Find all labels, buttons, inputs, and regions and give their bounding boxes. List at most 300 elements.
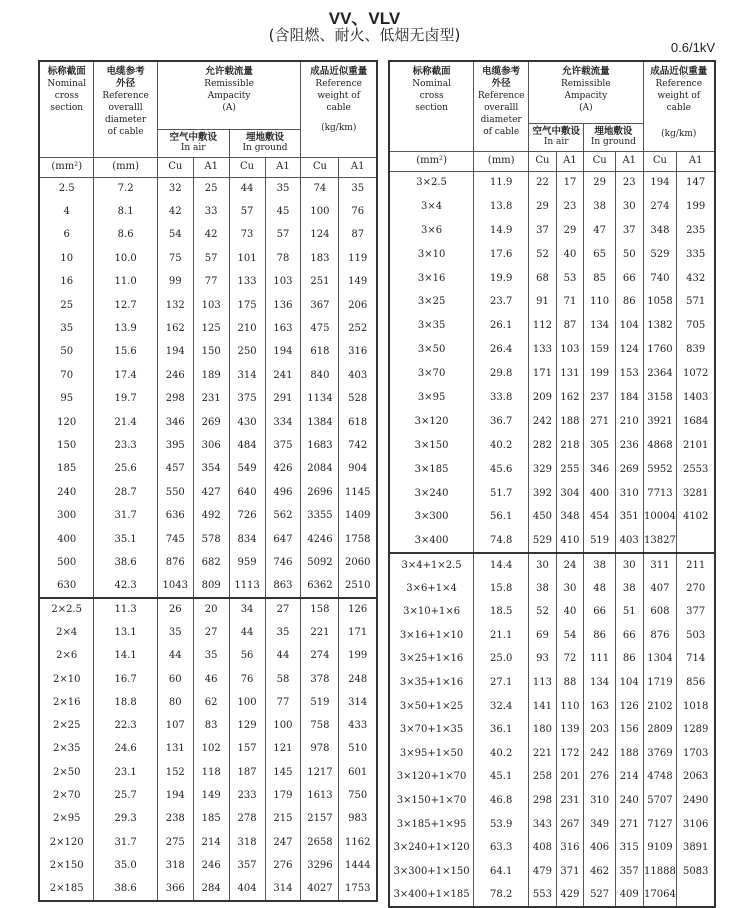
table-cell: 36.1 <box>474 718 529 742</box>
table-cell: 66 <box>584 600 616 624</box>
table-cell: 329 <box>529 458 557 482</box>
table-cell: 4748 <box>643 766 677 790</box>
diameter-header-right: 电缆参考 外径 Reference overalll diameter of cable <box>474 61 529 151</box>
table-cell: 258 <box>529 766 557 790</box>
table-cell: 510 <box>339 738 377 761</box>
table-cell: 3×70 <box>389 362 474 386</box>
table-cell: 71 <box>556 290 584 314</box>
table-cell: 3891 <box>677 836 715 860</box>
table-cell: 162 <box>157 317 193 340</box>
table-cell: 10 <box>39 247 94 270</box>
table-cell: 24 <box>556 553 584 577</box>
table-cell: 3×10+1×6 <box>389 600 474 624</box>
table-cell: 403 <box>615 529 643 553</box>
table-cell: 750 <box>339 784 377 807</box>
table-cell: 104 <box>615 314 643 338</box>
table-cell: 1072 <box>677 362 715 386</box>
table-cell: 44 <box>157 645 193 668</box>
table-cell: 30 <box>529 553 557 577</box>
table-cell: 306 <box>193 434 229 457</box>
table-cell: 311 <box>643 553 677 577</box>
table-cell: 4868 <box>643 434 677 458</box>
table-cell: 47 <box>584 219 616 243</box>
table-cell: 346 <box>584 458 616 482</box>
table-cell: 88 <box>556 671 584 695</box>
table-cell: 50 <box>39 341 94 364</box>
table-cell: 54 <box>157 224 193 247</box>
table-cell: 214 <box>193 831 229 854</box>
table-cell: 316 <box>339 341 377 364</box>
table-cell: 214 <box>615 766 643 790</box>
table-cell: 188 <box>556 410 584 434</box>
table-cell: 404 <box>229 878 265 901</box>
table-cell: 179 <box>265 784 301 807</box>
table-row <box>39 271 377 294</box>
table-cell: 2×16 <box>39 691 94 714</box>
table-cell: 3×70+1×35 <box>389 718 474 742</box>
table-cell: 959 <box>229 551 265 574</box>
table-cell: 740 <box>643 267 677 291</box>
table-cell: 23.3 <box>94 434 157 457</box>
table-cell: 110 <box>584 290 616 314</box>
table-row <box>389 884 715 908</box>
table-cell: 35 <box>265 177 301 200</box>
table-cell: 149 <box>339 271 377 294</box>
table-cell: 107 <box>157 715 193 738</box>
table-cell: 8.1 <box>94 200 157 223</box>
table-row <box>39 177 377 200</box>
table-cell: 145 <box>265 761 301 784</box>
table-cell: 34 <box>229 598 265 621</box>
table-row <box>39 831 377 854</box>
table-cell: 310 <box>615 482 643 506</box>
table-row <box>39 434 377 457</box>
table-cell: 3×16+1×10 <box>389 624 474 648</box>
table-cell: 86 <box>615 290 643 314</box>
table-cell: 343 <box>529 813 557 837</box>
table-cell: 74.8 <box>474 529 529 553</box>
ampacity-header-right: 允许载流量 Remissible Ampacity (A) <box>529 61 643 123</box>
table-cell: 314 <box>265 878 301 901</box>
table-cell: 210 <box>229 317 265 340</box>
table-cell: 3×150+1×70 <box>389 789 474 813</box>
table-cell: 529 <box>643 243 677 267</box>
cu-ground-label-right: Cu <box>584 151 616 171</box>
table-cell: 162 <box>556 386 584 410</box>
table-row <box>389 171 715 195</box>
diameter-unit-right: (mm) <box>474 151 529 171</box>
table-cell: 427 <box>193 481 229 504</box>
table-cell: 2809 <box>643 718 677 742</box>
table-cell: 133 <box>529 338 557 362</box>
table-cell: 1758 <box>339 528 377 551</box>
table-cell: 248 <box>339 668 377 691</box>
table-cell: 13.9 <box>94 317 157 340</box>
table-cell: 46 <box>193 668 229 691</box>
table-cell: 1684 <box>677 410 715 434</box>
table-cell: 15.6 <box>94 341 157 364</box>
table-cell: 407 <box>643 577 677 601</box>
table-row <box>389 195 715 219</box>
table-row <box>389 577 715 601</box>
table-cell: 304 <box>556 482 584 506</box>
table-cell: 8.6 <box>94 224 157 247</box>
table-cell: 26 <box>157 598 193 621</box>
table-cell: 110 <box>556 695 584 719</box>
table-cell: 11.9 <box>474 171 529 195</box>
table-cell: 3106 <box>677 813 715 837</box>
table-cell: 118 <box>193 761 229 784</box>
table-cell: 231 <box>556 789 584 813</box>
section-header: 标称截面 Nominal cross section <box>39 61 94 157</box>
table-cell: 194 <box>157 341 193 364</box>
table-cell: 2×6 <box>39 645 94 668</box>
table-cell: 77 <box>193 271 229 294</box>
table-row <box>389 836 715 860</box>
table-cell: 856 <box>677 671 715 695</box>
table-cell: 238 <box>157 808 193 831</box>
table-cell: 63.3 <box>474 836 529 860</box>
table-cell: 3×6+1×4 <box>389 577 474 601</box>
table-cell: 3×120+1×70 <box>389 766 474 790</box>
table-cell: 95 <box>39 388 94 411</box>
table-row <box>389 600 715 624</box>
table-cell: 72 <box>556 648 584 672</box>
table-row <box>389 671 715 695</box>
table-cell: 171 <box>339 621 377 644</box>
table-cell: 1384 <box>301 411 339 434</box>
table-cell: 136 <box>265 294 301 317</box>
table-cell: 25 <box>39 294 94 317</box>
table-cell: 163 <box>265 317 301 340</box>
table-cell: 246 <box>193 854 229 877</box>
cu-weight-label: Cu <box>301 157 339 177</box>
table-cell: 54 <box>556 624 584 648</box>
table-cell: 119 <box>339 247 377 270</box>
table-cell: 240 <box>39 481 94 504</box>
table-cell: 52 <box>529 243 557 267</box>
table-row <box>389 386 715 410</box>
table-cell: 462 <box>584 860 616 884</box>
table-cell: 30 <box>615 195 643 219</box>
table-cell: 9109 <box>643 836 677 860</box>
table-cell: 221 <box>529 742 557 766</box>
table-cell: 21.4 <box>94 411 157 434</box>
table-cell: 14.4 <box>474 553 529 577</box>
table-cell: 553 <box>529 884 557 908</box>
table-cell: 562 <box>265 504 301 527</box>
table-cell: 77 <box>265 691 301 714</box>
table-cell: 185 <box>39 458 94 481</box>
table-cell: 46.8 <box>474 789 529 813</box>
table-cell: 156 <box>615 718 643 742</box>
section-unit-right: (mm²) <box>389 151 474 171</box>
table-cell: 35 <box>39 317 94 340</box>
table-cell: 19.9 <box>474 267 529 291</box>
table-cell: 367 <box>301 294 339 317</box>
table-cell: 14.9 <box>474 219 529 243</box>
table-cell: 187 <box>229 761 265 784</box>
table-cell: 2510 <box>339 575 377 598</box>
table-cell: 87 <box>339 224 377 247</box>
table-row <box>39 504 377 527</box>
table-cell: 479 <box>529 860 557 884</box>
table-row <box>39 784 377 807</box>
section-unit: (mm²) <box>39 157 94 177</box>
table-cell: 38 <box>584 195 616 219</box>
table-cell: 42 <box>157 200 193 223</box>
table-cell: 682 <box>193 551 229 574</box>
table-cell: 27.1 <box>474 671 529 695</box>
table-cell: 112 <box>529 314 557 338</box>
table-cell: 275 <box>157 831 193 854</box>
table-cell: 714 <box>677 648 715 672</box>
table-cell: 50 <box>615 243 643 267</box>
table-cell: 91 <box>529 290 557 314</box>
table-row <box>389 243 715 267</box>
table-cell: 348 <box>643 219 677 243</box>
table-cell: 139 <box>556 718 584 742</box>
table-cell: 199 <box>677 195 715 219</box>
table-row <box>389 290 715 314</box>
table-cell: 17064 <box>643 884 677 908</box>
table-cell: 125 <box>193 317 229 340</box>
table-cell: 42.3 <box>94 575 157 598</box>
table-cell: 746 <box>265 551 301 574</box>
table-cell: 29 <box>556 219 584 243</box>
table-cell: 80 <box>157 691 193 714</box>
table-cell: 742 <box>339 434 377 457</box>
table-cell: 1444 <box>339 854 377 877</box>
table-row <box>39 317 377 340</box>
table-cell: 1703 <box>677 742 715 766</box>
table-cell: 492 <box>193 504 229 527</box>
in-ground-header-right: 埋地敷设 In ground <box>584 123 643 151</box>
table-cell: 3×240 <box>389 482 474 506</box>
table-cell: 27 <box>265 598 301 621</box>
table-cell: 528 <box>339 388 377 411</box>
table-row <box>389 742 715 766</box>
table-cell: 124 <box>301 224 339 247</box>
table-cell: 53 <box>556 267 584 291</box>
cu-ground-label: Cu <box>229 157 265 177</box>
table-cell: 601 <box>339 761 377 784</box>
left-table-body <box>39 177 377 901</box>
cu-air-label-right: Cu <box>529 151 557 171</box>
table-cell: 1403 <box>677 386 715 410</box>
table-cell: 29.3 <box>94 808 157 831</box>
table-row <box>39 481 377 504</box>
table-cell: 66 <box>615 624 643 648</box>
table-cell <box>677 884 715 908</box>
table-cell: 171 <box>529 362 557 386</box>
table-cell: 2553 <box>677 458 715 482</box>
table-cell: 282 <box>529 434 557 458</box>
table-cell: 1613 <box>301 784 339 807</box>
table-cell: 203 <box>584 718 616 742</box>
table-cell: 150 <box>193 341 229 364</box>
table-cell: 2×95 <box>39 808 94 831</box>
al-ground-label: A1 <box>265 157 301 177</box>
al-weight-label: A1 <box>339 157 377 177</box>
table-cell: 211 <box>677 553 715 577</box>
left-spec-table <box>38 60 378 902</box>
table-cell: 274 <box>301 645 339 668</box>
table-cell: 60 <box>157 668 193 691</box>
table-cell: 276 <box>265 854 301 877</box>
table-cell: 120 <box>39 411 94 434</box>
table-cell: 2×35 <box>39 738 94 761</box>
table-cell: 56 <box>229 645 265 668</box>
table-cell: 1217 <box>301 761 339 784</box>
table-cell: 3×25 <box>389 290 474 314</box>
table-cell: 392 <box>529 482 557 506</box>
table-cell: 2×120 <box>39 831 94 854</box>
table-cell: 221 <box>301 621 339 644</box>
table-cell: 11.0 <box>94 271 157 294</box>
table-cell: 35 <box>339 177 377 200</box>
table-cell: 40 <box>556 600 584 624</box>
table-cell: 271 <box>615 813 643 837</box>
table-cell: 3×50+1×25 <box>389 695 474 719</box>
table-cell: 406 <box>584 836 616 860</box>
table-cell: 647 <box>265 528 301 551</box>
table-cell: 83 <box>193 715 229 738</box>
table-cell: 20 <box>193 598 229 621</box>
table-cell: 618 <box>339 411 377 434</box>
table-cell: 29.8 <box>474 362 529 386</box>
ampacity-header: 允许载流量 Remissible Ampacity (A) <box>157 61 301 129</box>
table-cell: 2063 <box>677 766 715 790</box>
table-row <box>389 482 715 506</box>
table-cell: 3×185+1×95 <box>389 813 474 837</box>
table-row <box>389 314 715 338</box>
cu-weight-label-right: Cu <box>643 151 677 171</box>
table-cell: 318 <box>157 854 193 877</box>
table-cell: 32.4 <box>474 695 529 719</box>
table-cell: 3×50 <box>389 338 474 362</box>
table-cell: 51 <box>615 600 643 624</box>
table-cell: 3×150 <box>389 434 474 458</box>
table-cell: 242 <box>584 742 616 766</box>
table-row <box>389 860 715 884</box>
table-cell: 2.5 <box>39 177 94 200</box>
table-row <box>389 505 715 529</box>
table-cell: 496 <box>265 481 301 504</box>
table-row <box>39 808 377 831</box>
table-cell: 152 <box>157 761 193 784</box>
table-cell: 3×4 <box>389 195 474 219</box>
table-cell: 150 <box>39 434 94 457</box>
table-cell: 158 <box>301 598 339 621</box>
table-cell: 3296 <box>301 854 339 877</box>
table-cell: 305 <box>584 434 616 458</box>
table-cell: 2×70 <box>39 784 94 807</box>
table-cell: 22.3 <box>94 715 157 738</box>
table-cell: 519 <box>301 691 339 714</box>
table-cell: 45.1 <box>474 766 529 790</box>
table-cell: 1753 <box>339 878 377 901</box>
table-row <box>39 738 377 761</box>
table-cell: 1289 <box>677 718 715 742</box>
table-cell: 172 <box>556 742 584 766</box>
table-cell: 3×120 <box>389 410 474 434</box>
table-cell: 334 <box>265 411 301 434</box>
table-cell: 426 <box>265 458 301 481</box>
table-cell: 291 <box>265 388 301 411</box>
table-cell: 3×300+1×150 <box>389 860 474 884</box>
table-cell: 3×2.5 <box>389 171 474 195</box>
table-cell: 23 <box>615 171 643 195</box>
table-cell: 57 <box>265 224 301 247</box>
table-cell: 2157 <box>301 808 339 831</box>
table-row <box>39 761 377 784</box>
table-cell: 86 <box>615 648 643 672</box>
table-row <box>389 813 715 837</box>
table-cell: 93 <box>529 648 557 672</box>
table-cell: 809 <box>193 575 229 598</box>
table-row <box>39 364 377 387</box>
table-cell: 35 <box>193 645 229 668</box>
table-cell: 4027 <box>301 878 339 901</box>
table-cell: 2×25 <box>39 715 94 738</box>
table-cell: 102 <box>193 738 229 761</box>
table-cell <box>677 529 715 553</box>
table-cell: 357 <box>229 854 265 877</box>
table-cell: 157 <box>229 738 265 761</box>
table-cell: 400 <box>39 528 94 551</box>
table-cell: 433 <box>339 715 377 738</box>
table-cell: 876 <box>157 551 193 574</box>
table-cell: 1382 <box>643 314 677 338</box>
table-row <box>39 411 377 434</box>
table-row <box>39 621 377 644</box>
table-row <box>389 267 715 291</box>
table-cell: 76 <box>229 668 265 691</box>
table-cell: 3×300 <box>389 505 474 529</box>
table-cell: 454 <box>584 505 616 529</box>
table-cell: 726 <box>229 504 265 527</box>
table-cell: 314 <box>339 691 377 714</box>
table-cell: 354 <box>193 458 229 481</box>
table-cell: 834 <box>229 528 265 551</box>
table-cell: 30 <box>615 553 643 577</box>
table-cell: 2490 <box>677 789 715 813</box>
table-cell: 298 <box>529 789 557 813</box>
table-cell: 1113 <box>229 575 265 598</box>
table-cell: 3158 <box>643 386 677 410</box>
table-cell: 236 <box>615 434 643 458</box>
table-cell: 28.7 <box>94 481 157 504</box>
table-cell: 40 <box>556 243 584 267</box>
table-cell: 124 <box>615 338 643 362</box>
table-cell: 247 <box>265 831 301 854</box>
table-cell: 978 <box>301 738 339 761</box>
al-ground-label-right: A1 <box>615 151 643 171</box>
table-cell: 351 <box>615 505 643 529</box>
table-cell: 44 <box>229 177 265 200</box>
table-cell: 3×400+1×185 <box>389 884 474 908</box>
table-cell: 11.3 <box>94 598 157 621</box>
table-cell: 3×35 <box>389 314 474 338</box>
table-cell: 3×95 <box>389 386 474 410</box>
table-cell: 233 <box>229 784 265 807</box>
diameter-header: 电缆参考 外径 Reference overalll diameter of cable <box>94 61 157 157</box>
table-cell: 578 <box>193 528 229 551</box>
table-cell: 246 <box>157 364 193 387</box>
table-cell: 23 <box>556 195 584 219</box>
table-cell: 1145 <box>339 481 377 504</box>
